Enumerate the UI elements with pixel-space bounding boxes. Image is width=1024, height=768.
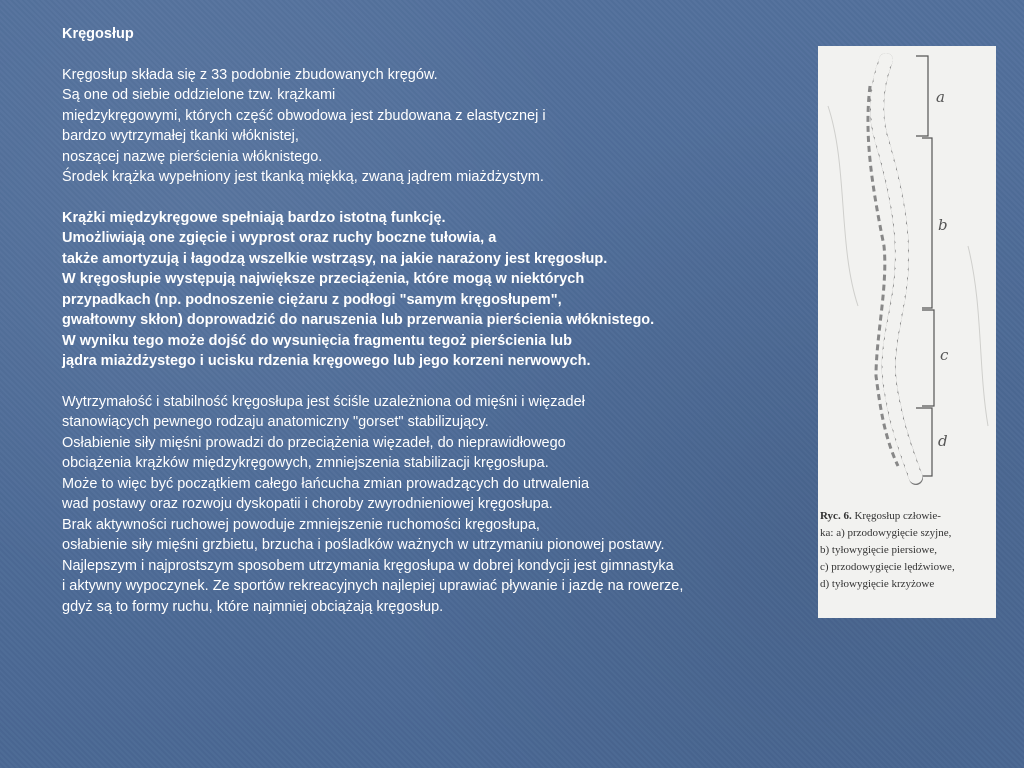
caption-title: Ryc. 6. bbox=[820, 510, 852, 522]
text-line: Brak aktywności ruchowej powoduje zmniejszenie ruchomości kręgosłupa, bbox=[62, 516, 540, 533]
spine-illustration bbox=[818, 46, 996, 506]
label-c: c bbox=[940, 346, 949, 364]
caption-line: c) przodowygięcie lędźwiowe, bbox=[820, 561, 955, 573]
caption-line: ka: a) przodowygięcie szyjne, bbox=[820, 527, 952, 539]
text-line: wad postawy oraz rozwoju dyskopatii i choroby zwyrodnieniowej kręgosłupa. bbox=[62, 496, 553, 512]
label-d: d bbox=[938, 432, 948, 450]
text-line: międzykręgowymi, których część obwodowa jest zbudowana z elastycznej i bbox=[62, 107, 546, 124]
text-line: jądra miażdżystego i ucisku rdzenia kręgowego lub jego korzeni nerwowych. bbox=[62, 353, 591, 369]
text-line: Kręgosłup składa się z 33 podobnie zbudowanych kręgów. bbox=[62, 66, 438, 83]
text-line: W wyniku tego może dojść do wysunięcia fragmentu tegoż pierścienia lub bbox=[62, 332, 573, 349]
text-line: W kręgosłupie występują największe przeciążenia, które mogą w niektórych bbox=[62, 271, 585, 287]
slide-text bbox=[62, 24, 807, 617]
text-line: noszącej nazwę pierścienia włóknistego. bbox=[62, 148, 323, 165]
text-line: Krążki międzykręgowe spełniają bardzo istotną funkcję. bbox=[62, 209, 446, 226]
paragraph-intro bbox=[62, 65, 807, 188]
text-line: Wytrzymałość i stabilność kręgosłupa jest ściśle uzależniona od mięśni i więzadeł bbox=[62, 393, 585, 410]
text-line: także amortyzują i łagodzą wszelkie wstrząsy, na jakie narażony jest kręgosłup. bbox=[62, 250, 608, 267]
text-line: Są one od siebie oddzielone tzw. krążkami bbox=[62, 87, 336, 103]
text-line: Może to więc być początkiem całego łańcucha zmian prowadzących do utrwalenia bbox=[62, 475, 590, 492]
label-a: a bbox=[936, 88, 945, 106]
figure-caption bbox=[818, 508, 996, 593]
text-line: stanowiących pewnego rodzaju anatomiczny "gorset" stabilizujący. bbox=[62, 414, 489, 430]
caption-line: d) tyłowygięcie krzyżowe bbox=[820, 578, 935, 590]
text-line: osłabienie siły mięśni grzbietu, brzucha i pośladków ważnych w utrzymaniu pionowej postawy. bbox=[62, 537, 665, 553]
text-line: bardzo wytrzymałej tkanki włóknistej, bbox=[62, 128, 299, 144]
text-line: przypadkach (np. podnoszenie ciężaru z podłogi "samym kręgosłupem", bbox=[62, 291, 562, 308]
text-line: Osłabienie siły mięśni prowadzi do przeciążenia więzadeł, do nieprawidłowego bbox=[62, 434, 566, 451]
text-line: Umożliwiają one zgięcie i wyprost oraz ruchy boczne tułowia, a bbox=[62, 230, 497, 246]
caption-line: b) tyłowygięcie piersiowe, bbox=[820, 544, 937, 556]
text-line: gdyż są to formy ruchu, które najmniej obciążają kręgosłup. bbox=[62, 598, 444, 615]
text-line: Najlepszym i najprostszym sposobem utrzymania kręgosłupa w dobrej kondycji jest gimnastyka bbox=[62, 557, 674, 574]
text-line: Środek krążka wypełniony jest tkanką miękką, zwaną jądrem miażdżystym. bbox=[62, 169, 544, 185]
slide-title: Kręgosłup bbox=[62, 26, 134, 42]
paragraph-stability bbox=[62, 392, 807, 618]
label-b: b bbox=[938, 216, 948, 234]
text-line: gwałtowny skłon) doprowadzić do naruszenia lub przerwania pierścienia włóknistego. bbox=[62, 312, 655, 328]
text-line: i aktywny wypoczynek. Ze sportów rekreacyjnych najlepiej uprawiać pływanie i jazdę na rowerze, bbox=[62, 578, 684, 594]
text-line: obciążenia krążków międzykręgowych, zmniejszenia stabilizacji kręgosłupa. bbox=[62, 455, 549, 471]
caption-line: Kręgosłup człowie- bbox=[854, 510, 941, 522]
spine-figure bbox=[818, 46, 996, 618]
paragraph-function bbox=[62, 208, 807, 372]
